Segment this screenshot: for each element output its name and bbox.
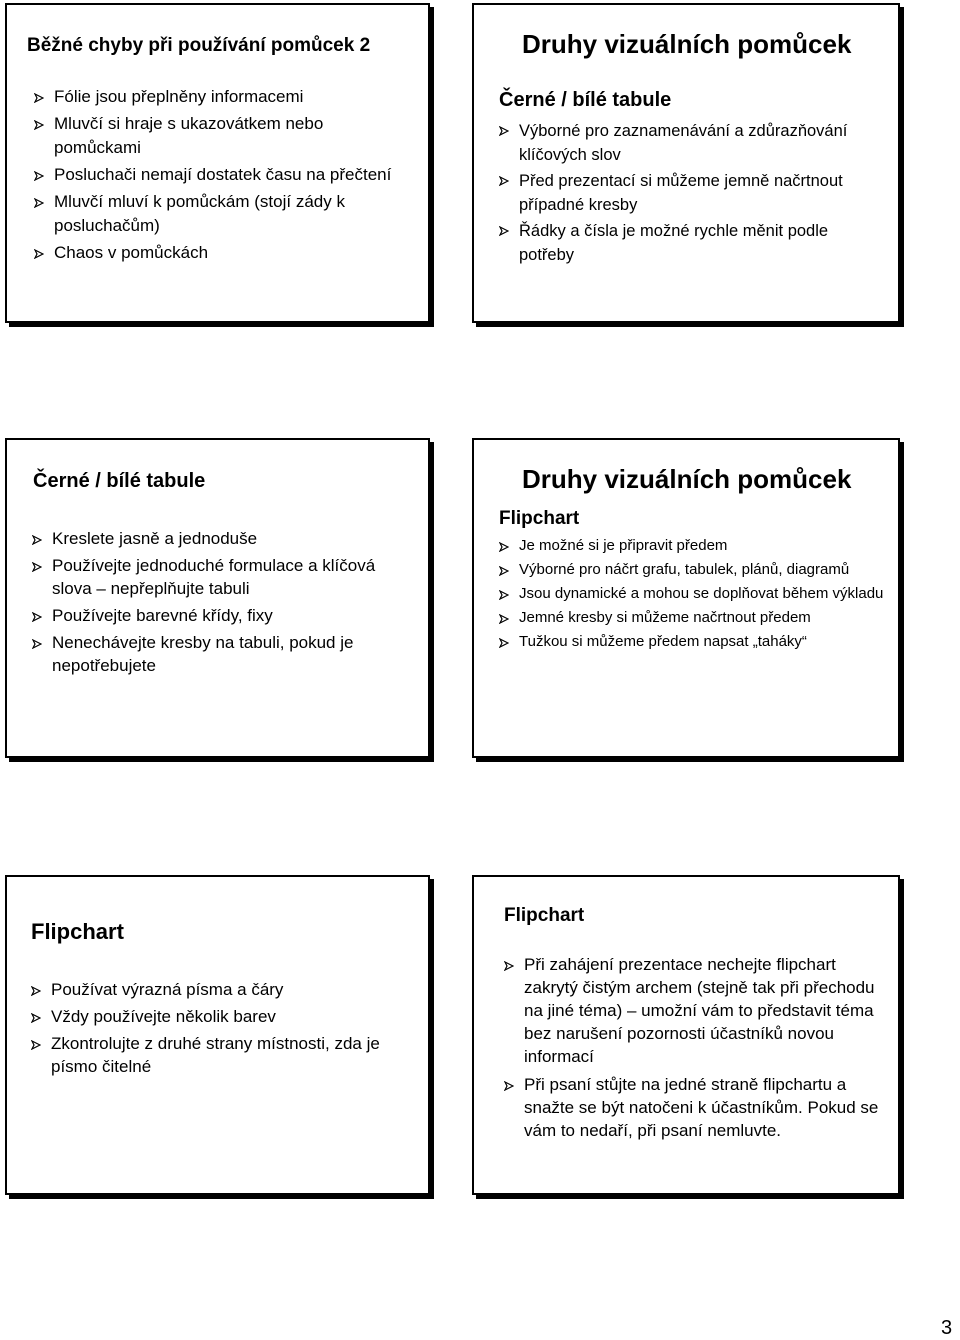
bullet-list bbox=[504, 953, 884, 1147]
list-item: Používejte barevné křídy, fixy bbox=[32, 604, 402, 627]
slide-flipchart-presenting bbox=[472, 875, 900, 1195]
list-item: Řádky a čísla je možné rychle měnit podle potřeby bbox=[499, 219, 869, 267]
slide-title: Druhy vizuálních pomůcek bbox=[522, 29, 852, 59]
arrowhead-bullet-icon bbox=[499, 614, 509, 624]
arrowhead-bullet-icon bbox=[34, 171, 44, 181]
list-item: Výborné pro zaznamenávání a zdůrazňování klíčových slov bbox=[499, 119, 869, 167]
arrowhead-bullet-icon bbox=[31, 1013, 41, 1023]
slide-visual-aids-boards bbox=[472, 3, 900, 323]
list-item: Fólie jsou přeplněny informacemi bbox=[34, 85, 414, 109]
list-item: Je možné si je připravit předem bbox=[499, 535, 884, 556]
list-item: Používat výrazná písma a čáry bbox=[31, 978, 416, 1001]
arrowhead-bullet-icon bbox=[32, 639, 42, 649]
list-item: Jemné kresby si můžeme načrtnout předem bbox=[499, 607, 884, 628]
list-item: Mluvčí mluví k pomůckám (stojí zády k posluchačům) bbox=[34, 190, 414, 238]
arrowhead-bullet-icon bbox=[499, 226, 509, 236]
arrowhead-bullet-icon bbox=[504, 961, 514, 971]
list-item: Kreslete jasně a jednoduše bbox=[32, 527, 402, 550]
slide-title: Běžné chyby při používání pomůcek 2 bbox=[27, 35, 371, 56]
arrowhead-bullet-icon bbox=[31, 986, 41, 996]
arrowhead-bullet-icon bbox=[34, 198, 44, 208]
slide-boards-tips bbox=[5, 438, 430, 758]
bullet-list bbox=[31, 978, 416, 1082]
list-item: Vždy používejte několik barev bbox=[31, 1005, 416, 1028]
slide-subtitle: Flipchart bbox=[504, 905, 585, 926]
bullet-list bbox=[499, 119, 869, 269]
arrowhead-bullet-icon bbox=[499, 176, 509, 186]
arrowhead-bullet-icon bbox=[504, 1081, 514, 1091]
list-item: Mluvčí si hraje s ukazovátkem nebo pomůckami bbox=[34, 112, 414, 160]
slide-subtitle: Černé / bílé tabule bbox=[33, 470, 206, 492]
list-item: Jsou dynamické a mohou se doplňovat během výkladu bbox=[499, 583, 884, 604]
slide-subtitle: Černé / bílé tabule bbox=[499, 89, 672, 111]
slide-visual-aids-flipchart bbox=[472, 438, 900, 758]
list-item: Chaos v pomůckách bbox=[34, 241, 414, 265]
list-item: Při zahájení prezentace nechejte flipchart zakrytý čistým archem (stejně tak při přechodu na jiné téma) – umožní vám to představit téma bez narušení pozornosti účastníků novou informací bbox=[504, 953, 884, 1068]
arrowhead-bullet-icon bbox=[34, 93, 44, 103]
arrowhead-bullet-icon bbox=[32, 612, 42, 622]
arrowhead-bullet-icon bbox=[499, 126, 509, 136]
slide-flipchart-tips bbox=[5, 875, 430, 1195]
bullet-list bbox=[32, 527, 402, 681]
arrowhead-bullet-icon bbox=[31, 1040, 41, 1050]
page-number: 3 bbox=[941, 1317, 953, 1339]
list-item: Tužkou si můžeme předem napsat „taháky“ bbox=[499, 631, 884, 652]
list-item: Nenechávejte kresby na tabuli, pokud je nepotřebujete bbox=[32, 631, 402, 677]
slide-subtitle: Flipchart bbox=[499, 508, 580, 529]
arrowhead-bullet-icon bbox=[499, 638, 509, 648]
slide-title: Druhy vizuálních pomůcek bbox=[522, 464, 852, 494]
list-item: Při psaní stůjte na jedné straně flipchartu a snažte se být natočeni k účastníkům. Pokud se vám to nedaří, při psaní nemluvte. bbox=[504, 1073, 884, 1142]
list-item: Posluchači nemají dostatek času na přečtení bbox=[34, 163, 414, 187]
arrowhead-bullet-icon bbox=[34, 120, 44, 130]
arrowhead-bullet-icon bbox=[32, 535, 42, 545]
list-item: Výborné pro náčrt grafu, tabulek, plánů, diagramů bbox=[499, 559, 884, 580]
slide-common-mistakes bbox=[5, 3, 430, 323]
arrowhead-bullet-icon bbox=[32, 562, 42, 572]
arrowhead-bullet-icon bbox=[499, 542, 509, 552]
arrowhead-bullet-icon bbox=[34, 249, 44, 259]
list-item: Zkontrolujte z druhé strany místnosti, zda je písmo čitelné bbox=[31, 1032, 416, 1078]
arrowhead-bullet-icon bbox=[499, 590, 509, 600]
arrowhead-bullet-icon bbox=[499, 566, 509, 576]
list-item: Používejte jednoduché formulace a klíčová slova – nepřeplňujte tabuli bbox=[32, 554, 402, 600]
slide-subtitle: Flipchart bbox=[31, 919, 124, 944]
list-item: Před prezentací si můžeme jemně načrtnout případné kresby bbox=[499, 169, 869, 217]
bullet-list bbox=[34, 85, 414, 268]
bullet-list bbox=[499, 535, 884, 655]
